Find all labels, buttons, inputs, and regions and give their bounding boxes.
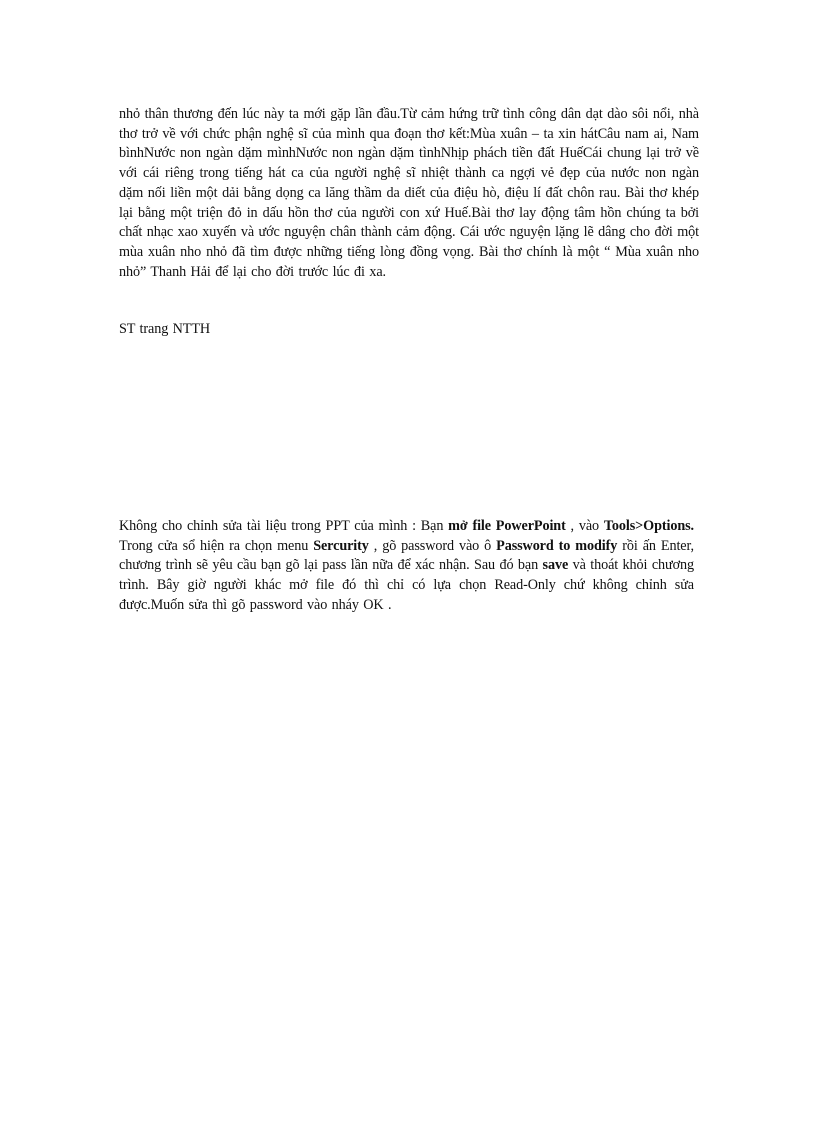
tip-bold-save: save (542, 557, 569, 574)
tip-bold-tools-options: Tools>Options. (603, 518, 694, 534)
tip-bold-open-file: mở file PowerPoint (448, 518, 566, 534)
tip-text-1: Không cho chỉnh sửa tài liệu trong PPT của mình : Bạn (119, 518, 449, 534)
tip-text-6: và thoát khỏi chương trình. Bây giờ người khác mở file đó thì chỉ có lựa chọn Read-Only chứ không chỉnh sửa được.Muốn sửa thì gõ password vào nháy OK . (119, 557, 695, 613)
tip-bold-security: Sercurity (313, 537, 369, 554)
article-signature: ST trang NTTH (119, 321, 211, 337)
article-closing-paragraph: nhỏ thân thương đến lúc này ta mới gặp lần đầu.Từ cảm hứng trữ tình công dân dạt dào sôi nổi, nhà thơ trở về với chức phận nghệ sĩ của mình qua đoạn thơ kết:Mùa xuân – ta xin hátCâu nam ai, Nam bìnhNước non ngàn dặm mìnhNước non ngàn dặm tìnhNhịp phách tiền đất HuếCái chung lại trở về với cái riêng trong tiếng hát ca của người nghệ sĩ nhiệt thành ca ngợi vẻ đẹp của nước non ngàn dặm nối liền một dải bằng dọng ca lăng thầm da diết của điệu hò, điệu lí đất chôn rau. Bài thơ khép lại bằng một triện đỏ in dấu hồn thơ của người con xứ Huế.Bài thơ lay động tâm hồn chúng ta bởi chất nhạc xao xuyến và ước nguyện chân thành cảm động. Cái ước nguyện lặng lẽ dâng cho đời một mùa xuân nho nhỏ đã tìm được những tiếng lòng đồng vọng. Bài thơ chính là một “ Mùa xuân nho nhỏ” Thanh Hải để lại cho đời trước lúc đi xa. (119, 106, 699, 280)
tip-text-5: rồi ấn Enter, chương trình sẽ yêu cầu bạn gõ lại pass lần nữa để xác nhận. Sau đó bạn (119, 537, 694, 574)
tip-text-3: Trong cửa sổ hiện ra chọn menu (119, 537, 314, 554)
tip-text-4: , gõ password vào ô (368, 537, 497, 554)
powerpoint-tip-paragraph (119, 517, 694, 616)
tip-text-2: , vào (565, 518, 604, 534)
tip-bold-password-to-modify: Password to modify (496, 537, 618, 554)
